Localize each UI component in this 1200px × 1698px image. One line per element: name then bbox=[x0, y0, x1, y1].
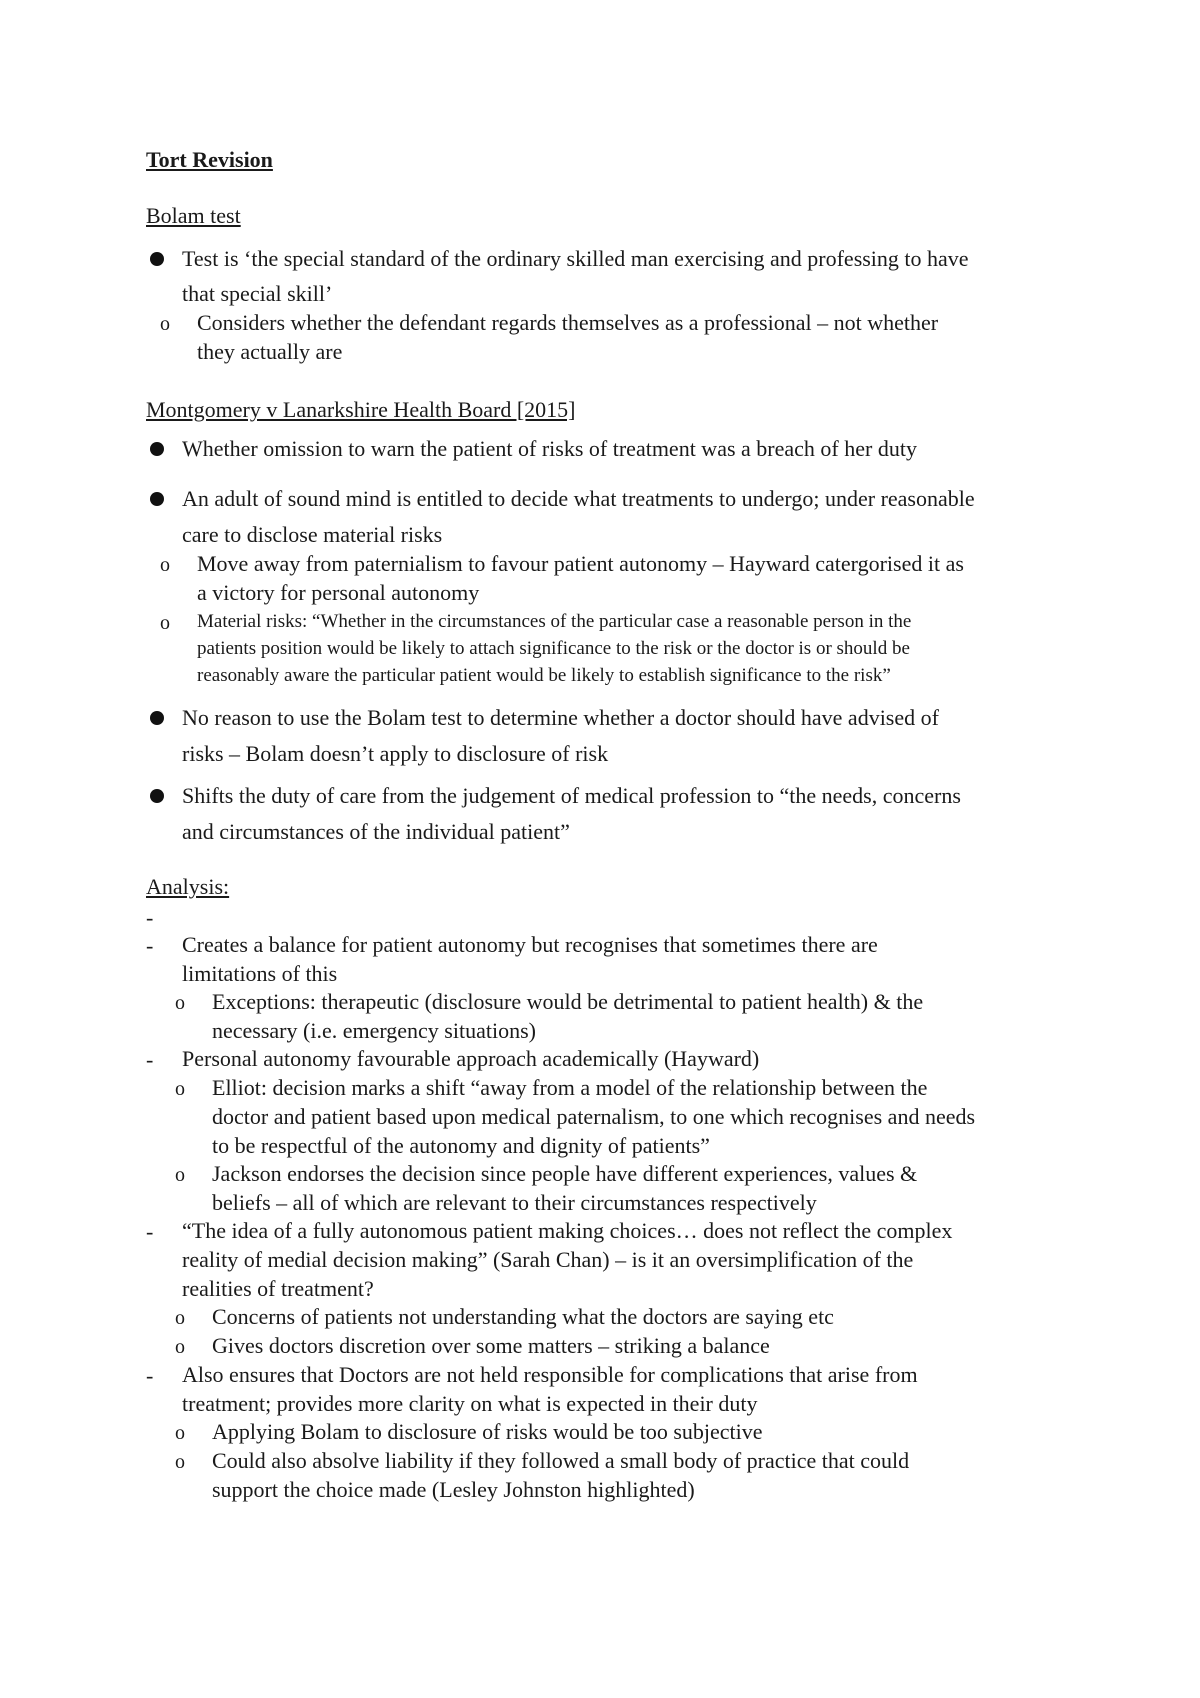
montgomery-bullet-2-line-2: care to disclose material risks bbox=[182, 522, 443, 547]
analysis-dash-1-line-2: limitations of this bbox=[182, 961, 338, 986]
bolam-heading: Bolam test bbox=[146, 203, 241, 228]
bullet-icon bbox=[150, 252, 164, 266]
dash-bullet-icon: - bbox=[146, 905, 154, 930]
dash-bullet-icon: - bbox=[146, 1047, 154, 1072]
bolam-bullet-1-line-1: Test is ‘the special standard of the ordinary skilled man exercising and professing to have bbox=[182, 246, 969, 271]
montgomery-sub-2-line-1: Material risks: “Whether in the circumstances of the particular case a reasonable person in the bbox=[197, 611, 912, 632]
circle-bullet-icon: o bbox=[175, 1336, 185, 1358]
circle-bullet-icon: o bbox=[175, 1164, 185, 1186]
dash-bullet-icon: - bbox=[146, 1363, 154, 1388]
circle-bullet-icon: o bbox=[160, 313, 170, 335]
analysis-dash-3-sub-1: Concerns of patients not understanding what the doctors are saying etc bbox=[212, 1304, 834, 1329]
analysis-dash-2: Personal autonomy favourable approach academically (Hayward) bbox=[182, 1046, 760, 1071]
bolam-sub-1-line-1: Considers whether the defendant regards themselves as a professional – not whether bbox=[197, 310, 939, 335]
analysis-heading: Analysis: bbox=[146, 874, 230, 899]
montgomery-sub-1-line-1: Move away from paternialism to favour patient autonomy – Hayward catergorised it as bbox=[197, 551, 964, 576]
bullet-icon bbox=[150, 492, 164, 506]
bullet-icon bbox=[150, 789, 164, 803]
circle-bullet-icon: o bbox=[175, 1451, 185, 1473]
analysis-dash-2-sub-1-line-1: Elliot: decision marks a shift “away from a model of the relationship between the bbox=[212, 1075, 928, 1100]
circle-bullet-icon: o bbox=[175, 1078, 185, 1100]
analysis-dash-4-sub-2-line-2: support the choice made (Lesley Johnston highlighted) bbox=[212, 1477, 695, 1502]
montgomery-sub-2-line-2: patients position would be likely to attach significance to the risk or the doctor is or should be bbox=[197, 638, 910, 659]
analysis-dash-4-line-1: Also ensures that Doctors are not held responsible for complications that arise from bbox=[182, 1362, 918, 1387]
montgomery-bullet-3-line-1: No reason to use the Bolam test to determine whether a doctor should have advised of bbox=[182, 705, 939, 730]
montgomery-heading: Montgomery v Lanarkshire Health Board [2015] bbox=[146, 397, 576, 422]
analysis-dash-4-line-2: treatment; provides more clarity on what is expected in their duty bbox=[182, 1391, 758, 1416]
document-title: Tort Revision bbox=[146, 147, 273, 172]
montgomery-bullet-4-line-2: and circumstances of the individual patient” bbox=[182, 819, 570, 844]
analysis-dash-3-line-2: reality of medial decision making” (Sarah Chan) – is it an oversimplification of the bbox=[182, 1247, 914, 1272]
dash-bullet-icon: - bbox=[146, 1219, 154, 1244]
circle-bullet-icon: o bbox=[175, 1422, 185, 1444]
analysis-dash-2-sub-2-line-2: beliefs – all of which are relevant to their circumstances respectively bbox=[212, 1190, 817, 1215]
analysis-dash-1-line-1: Creates a balance for patient autonomy but recognises that sometimes there are bbox=[182, 932, 878, 957]
analysis-dash-1-sub-1-line-1: Exceptions: therapeutic (disclosure would be detrimental to patient health) & the bbox=[212, 989, 924, 1014]
montgomery-bullet-4-line-1: Shifts the duty of care from the judgement of medical profession to “the needs, concerns bbox=[182, 783, 961, 808]
analysis-dash-3-line-3: realities of treatment? bbox=[182, 1276, 374, 1301]
analysis-dash-2-sub-1-line-3: to be respectful of the autonomy and dignity of patients” bbox=[212, 1133, 710, 1158]
analysis-dash-1-sub-1-line-2: necessary (i.e. emergency situations) bbox=[212, 1018, 536, 1043]
analysis-dash-4-sub-1: Applying Bolam to disclosure of risks would be too subjective bbox=[212, 1419, 763, 1444]
bolam-bullet-1-line-2: that special skill’ bbox=[182, 281, 333, 306]
analysis-dash-4-sub-2-line-1: Could also absolve liability if they followed a small body of practice that could bbox=[212, 1448, 910, 1473]
montgomery-bullet-2-line-1: An adult of sound mind is entitled to decide what treatments to undergo; under reasonable bbox=[182, 486, 975, 511]
montgomery-sub-2-line-3: reasonably aware the particular patient would be likely to establish significance to the risk” bbox=[197, 665, 891, 686]
montgomery-bullet-3-line-2: risks – Bolam doesn’t apply to disclosure of risk bbox=[182, 741, 609, 766]
dash-bullet-icon: - bbox=[146, 933, 154, 958]
analysis-dash-3-line-1: “The idea of a fully autonomous patient making choices… does not reflect the complex bbox=[182, 1218, 953, 1243]
analysis-dash-3-sub-2: Gives doctors discretion over some matters – striking a balance bbox=[212, 1333, 770, 1358]
circle-bullet-icon: o bbox=[175, 1307, 185, 1329]
bullet-icon bbox=[150, 711, 164, 725]
analysis-dash-2-sub-1-line-2: doctor and patient based upon medical paternalism, to one which recognises and needs bbox=[212, 1104, 976, 1129]
circle-bullet-icon: o bbox=[160, 554, 170, 576]
circle-bullet-icon: o bbox=[160, 612, 170, 634]
montgomery-sub-1-line-2: a victory for personal autonomy bbox=[197, 580, 480, 605]
bullet-icon bbox=[150, 442, 164, 456]
analysis-dash-2-sub-2-line-1: Jackson endorses the decision since people have different experiences, values & bbox=[212, 1161, 918, 1186]
montgomery-bullet-1: Whether omission to warn the patient of risks of treatment was a breach of her duty bbox=[182, 436, 917, 461]
circle-bullet-icon: o bbox=[175, 992, 185, 1014]
bolam-sub-1-line-2: they actually are bbox=[197, 339, 343, 364]
